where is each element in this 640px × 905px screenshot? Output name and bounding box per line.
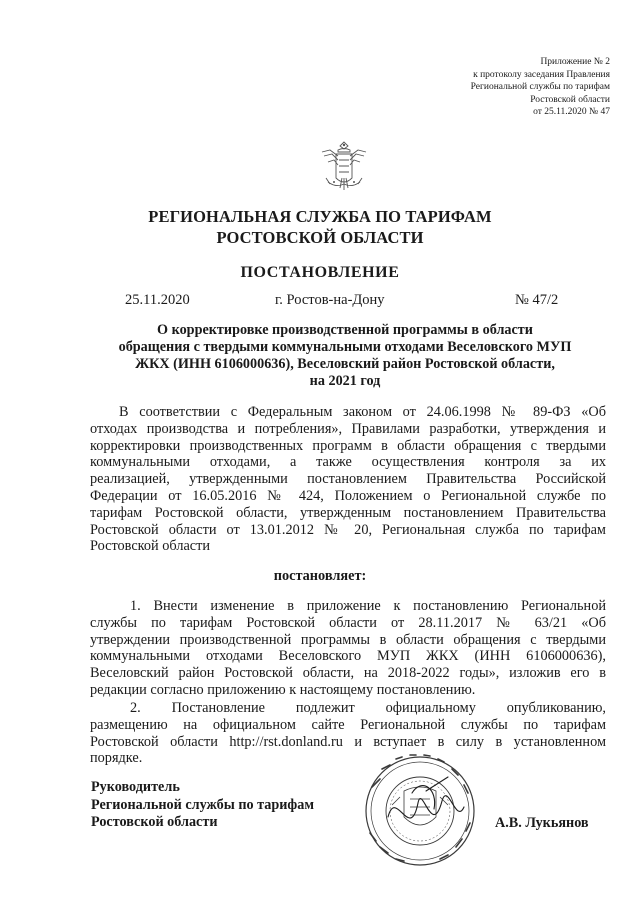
coat-of-arms-icon [318,138,370,196]
appendix-line: к протоколу заседания Правления [473,69,610,80]
decides-heading: постановляет: [273,568,367,584]
document-number: № 47/2 [515,292,559,308]
text-line: Веселовский район Ростовской области, на 2018-2022 годы», изложив его в [90,665,606,682]
preamble-paragraph [90,404,606,555]
organization-name-line-2: РОСТОВСКОЙ ОБЛАСТИ [216,228,424,247]
title-line: на 2021 год [309,373,381,389]
appendix-line: Приложение № 2 [540,57,610,67]
document-title [85,322,605,390]
position-line: Руководитель [91,779,180,795]
text-line: отходах производства и потребления», Правилами разработки, утверждения и [90,420,606,437]
signatory-name: А.В. Лукьянов [495,815,589,831]
organization-name-line-1: РЕГИОНАЛЬНАЯ СЛУЖБА ПО ТАРИФАМ [148,207,492,226]
text-line: 2. Постановление подлежит официальному опубликованию, [130,700,606,716]
text-line: редакции согласно приложению к настоящему постановлению. [90,681,476,698]
position-line: Ростовской области [91,814,218,831]
text-line: корректировки производственных программ в области обращения с твердыми [90,437,606,454]
text-line: реализацией, утвержденными постановлением Правительства Российской [90,471,606,488]
text-line: службы по тарифам Ростовской области от 28.11.2017 № 63/21 «Об [90,614,606,631]
text-line: Федерации от 16.05.2016 № 424, Положением о Региональной службе по [90,487,606,504]
title-line: ЖКХ (ИНН 6106000636), Веселовский район Ростовской области, [135,356,555,372]
appendix-line: Ростовской области [530,94,610,105]
title-line: О корректировке производственной программы в области [157,322,533,338]
text-line: коммунальными отходами Веселовского МУП ЖКХ (ИНН 6106000636), [90,648,606,665]
item-1-paragraph [90,598,606,699]
official-round-stamp-icon [352,747,482,873]
text-line: В соответствии с Федеральным законом от 24.06.1998 № 89-ФЗ «Об [119,404,606,420]
text-line: утверждении производственной программы в области обращения с твердыми [90,631,606,648]
text-line: Ростовской области [90,538,211,555]
item-2-paragraph [90,700,606,767]
document-date: 25.11.2020 [125,292,190,308]
signatory-position [91,779,314,832]
document-city: г. Ростов-на-Дону [275,292,385,308]
text-line: размещению на официальном сайте Региональной службы по тарифам [90,716,606,733]
document-type: ПОСТАНОВЛЕНИЕ [240,264,400,281]
text-line: 1. Внести изменение в приложение к постановлению Региональной [130,598,606,614]
text-line: Ростовской области http://rst.donland.ru и вступает в силу в установленном [90,733,606,750]
title-line: обращения с твердыми коммунальными отходами Веселовского МУП [118,339,572,355]
appendix-line: Региональной службы по тарифам [470,82,610,93]
text-line: порядке. [90,750,143,767]
appendix-line: от 25.11.2020 № 47 [533,107,610,118]
text-line: коммунальными отходами, а также осуществления контроля за их [90,454,606,471]
appendix-note [390,56,610,119]
position-line: Региональной службы по тарифам [91,796,315,813]
text-line: Ростовской области от 13.01.2012 № 20, Региональная служба по тарифам [90,521,606,538]
text-line: тарифам Ростовской области, утвержденным постановлением Правительства [90,504,606,521]
